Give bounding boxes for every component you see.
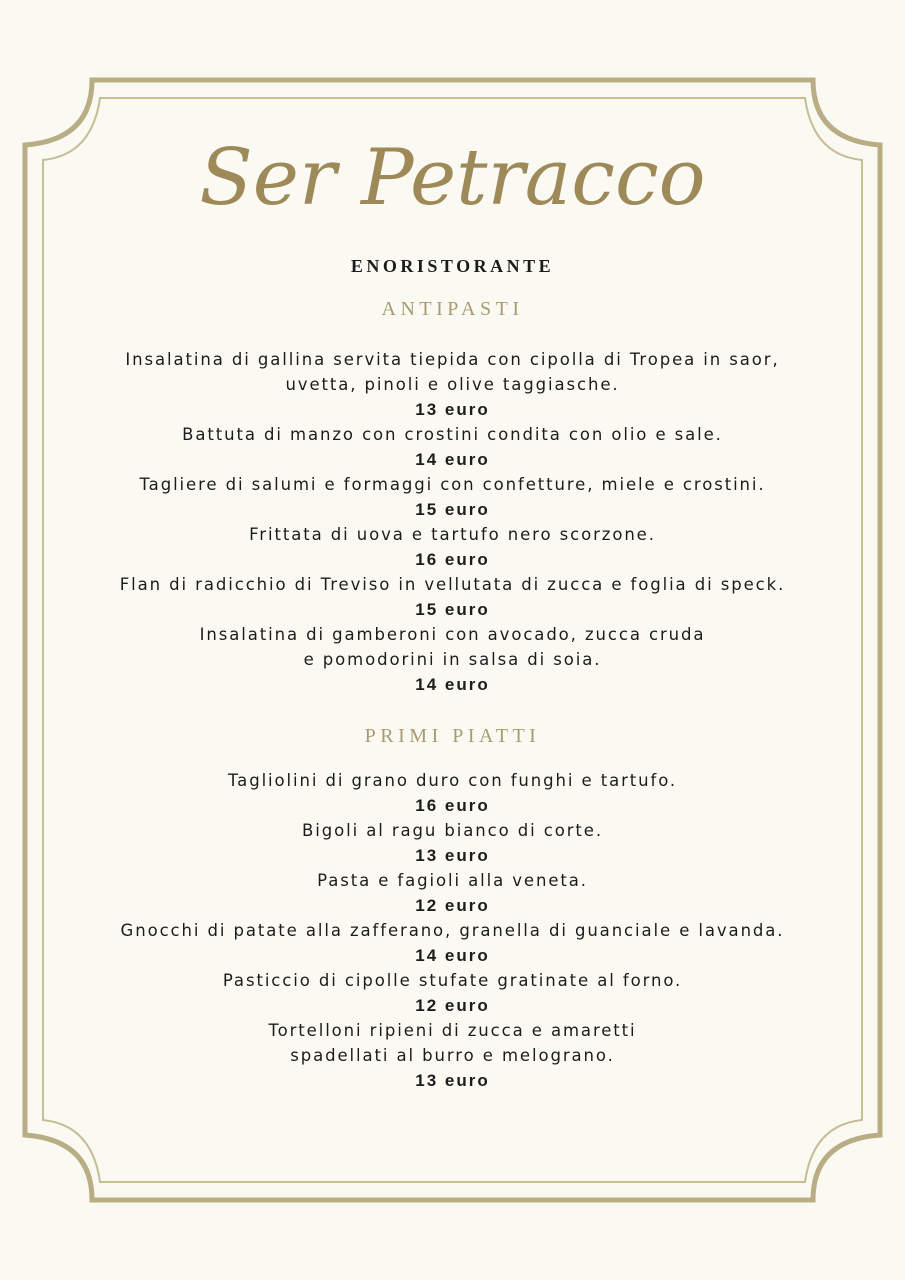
restaurant-type: ENORISTORANTE (350, 256, 555, 276)
dish-line: Flan di radicchio di Treviso in vellutata di zucca e foglia di speck. (119, 575, 786, 594)
dish-line: Pasticcio di cipolle stufate gratinate al forno. (222, 971, 683, 990)
dish-price: 12 euro (415, 996, 490, 1015)
dish-line: uvetta, pinoli e olive taggiasche. (285, 375, 620, 394)
dish-line: Tagliolini di grano duro con funghi e tartufo. (227, 771, 678, 790)
dish-price: 15 euro (415, 500, 490, 519)
dish-price: 14 euro (415, 946, 490, 965)
dish-line: spadellati al burro e melograno. (290, 1046, 615, 1065)
dish-price: 14 euro (415, 450, 490, 469)
section-title-antipasti: ANTIPASTI (381, 298, 524, 320)
dish-line: Insalatina di gallina servita tiepida con cipolla di Tropea in saor, (125, 350, 780, 369)
dish-line: Frittata di uova e tartufo nero scorzone. (249, 525, 656, 544)
dish-price: 12 euro (415, 896, 490, 915)
dish-price: 13 euro (415, 1071, 490, 1090)
dish-line: Pasta e fagioli alla veneta. (317, 871, 588, 890)
dish-line: Tortelloni ripieni di zucca e amaretti (268, 1021, 637, 1040)
antipasti-list (40, 347, 865, 697)
restaurant-name: Ser Petracco (199, 133, 706, 223)
dish-line: Gnocchi di patate alla zafferano, granella di guanciale e lavanda. (120, 921, 785, 940)
dish-line: Insalatina di gamberoni con avocado, zucca cruda (199, 625, 706, 644)
dish-price: 13 euro (415, 846, 490, 865)
dish-price: 16 euro (415, 796, 490, 815)
dish-price: 13 euro (415, 400, 490, 419)
dish-price: 14 euro (415, 675, 490, 694)
dish-line: e pomodorini in salsa di soia. (303, 650, 602, 669)
section-title-primi-piatti: PRIMI PIATTI (364, 725, 541, 747)
dish-line: Bigoli al ragu bianco di corte. (302, 821, 603, 840)
primi-piatti-list (40, 768, 865, 1093)
dish-line: Battuta di manzo con crostini condita con olio e sale. (182, 425, 723, 444)
dish-price: 15 euro (415, 600, 490, 619)
dish-price: 16 euro (415, 550, 490, 569)
dish-line: Tagliere di salumi e formaggi con confetture, miele e crostini. (139, 475, 766, 494)
